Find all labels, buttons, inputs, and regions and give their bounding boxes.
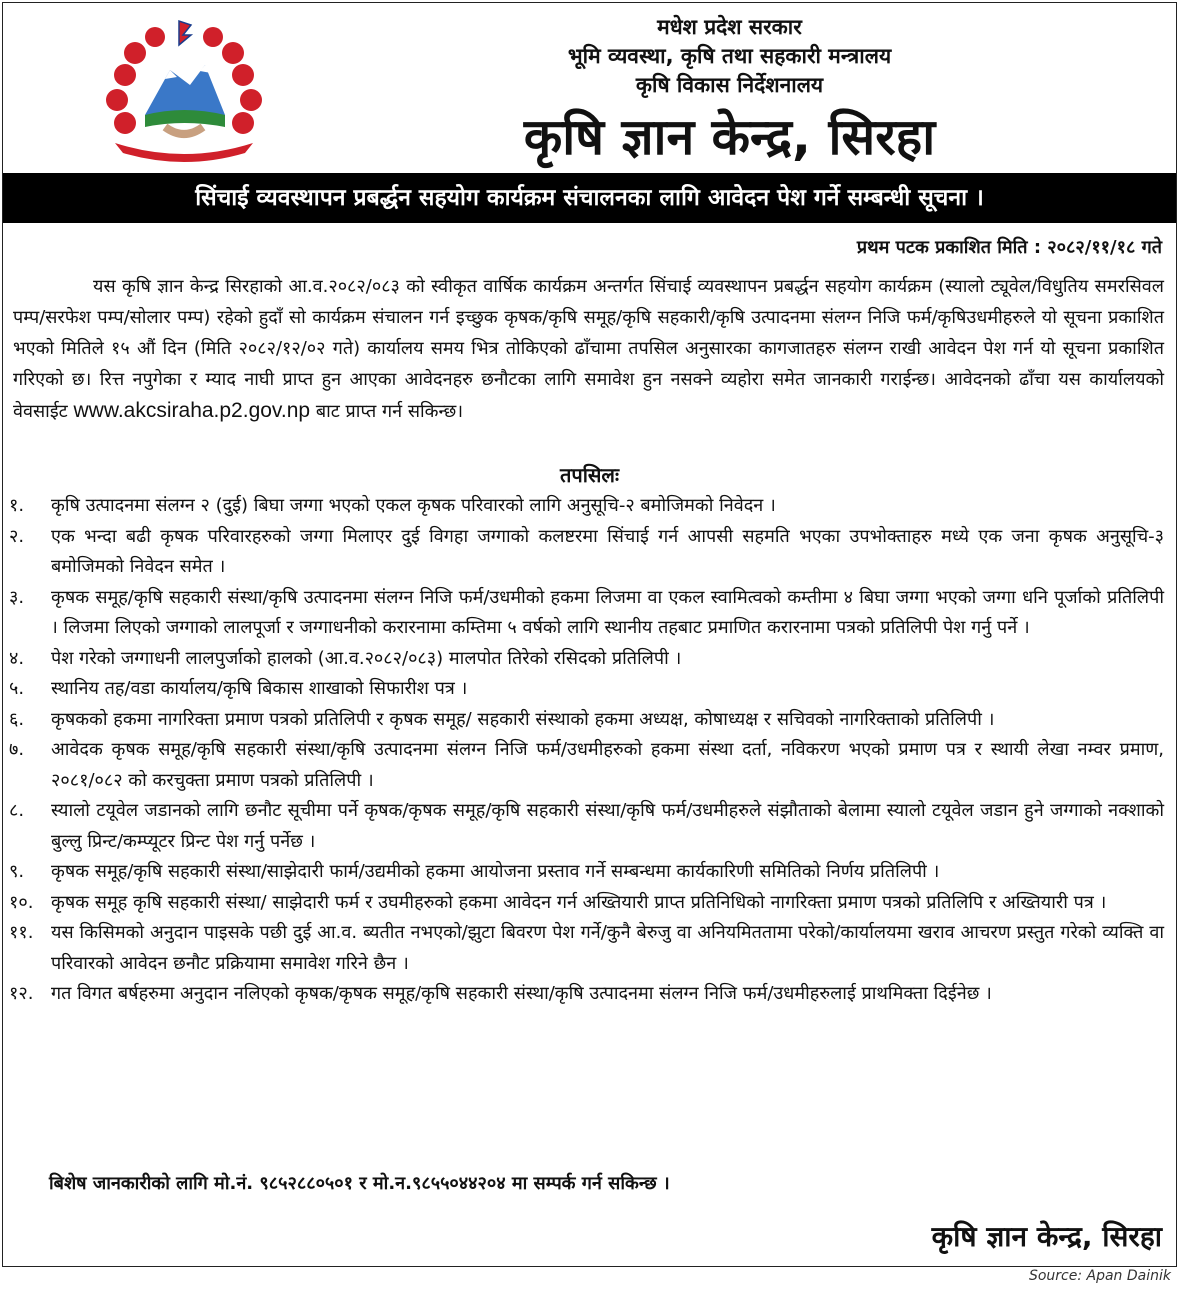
item-text: कृषि उत्पादनमा संलग्न २ (दुई) बिघा जग्गा भएको एकल कृषक परिवारको लागि अनुसूचि-२ बमोजिमको निवेदन । bbox=[51, 495, 776, 516]
notice-title-banner: सिंचाई व्यवस्थापन प्रबर्द्धन सहयोग कार्यक्रम संचालनका लागि आवेदन पेश गर्ने सम्बन्धी सूचना । bbox=[3, 173, 1176, 223]
list-item bbox=[9, 979, 1164, 1010]
requirements-list bbox=[9, 491, 1164, 1010]
item-text: यस किसिमको अनुदान पाइसके पछी दुई आ.व. ब्यतीत नभएको/झुटा बिवरण पेश गर्ने/कुनै बेरुजु वा अनियमिततामा परेको/कार्यालयमा खराव आचरण प्रस्तुत गरेको व्यक्ति वा परिवारको आवेदन छनौट प्रक्रियामा समावेश गरिने छैन । bbox=[51, 922, 1164, 974]
list-item bbox=[9, 857, 1164, 888]
item-text: एक भन्दा बढी कृषक परिवारहरुको जग्गा मिलाएर दुई विगहा जग्गाको कलष्टरमा सिंचाई गर्न आपसी सहमति भएका उपभोक्ताहरु मध्ये एक जना कृषक अनुसूचि-३ बमोजिमको निवेदन समेत । bbox=[51, 525, 1164, 577]
item-text: आवेदक कृषक समूह/कृषि सहकारी संस्था/कृषि उत्पादनमा संलग्न निजि फर्म/उधमीहरुको हकमा संस्था दर्ता, नविकरण भएको प्रमाण पत्र र स्थायी लेखा नम्वर प्रमाण, २०८१/०८२ को करचुक्ता प्रमाण पत्रको प्रतिलिपी । bbox=[51, 739, 1164, 791]
item-number: ५. bbox=[9, 678, 25, 699]
list-item bbox=[9, 674, 1164, 705]
intro-text: यस कृषि ज्ञान केन्द्र सिरहाको आ.व.२०८२/०८३ को स्वीकृत वार्षिक कार्यक्रम अन्तर्गत सिंचाई व्यवस्थापन प्रबर्द्धन सहयोग कार्यक्रम (स्यालो ट्यूवेल/विधुतिय समरसिवल पम्प/सरफेश पम्प/सोलार पम्प) रहेको हुदाँ सो कार्यक्रम संचालन गर्न इच्छुक कृषक/कृषि समूह/कृषि सहकारी/कृषि उत्पादनमा संलग्न निजि फर्म/कृषिउधमीहरुले यो सूचना प्रकाशित भएको मितिले १५ औं दिन (मिति २०८२/१२/०२ गते) कार्यालय समय भित्र तोकिएको ढाँचामा तपसिल अनुसारका कागजातहरु संलग्न राखी आवेदन पेश गर्न यो सूचना प्रकाशित गरिएको छ। रित्त नपुगेका र म्याद नाघी प्राप्त हुन आएका आवेदनहरु छनौटका लागि समावेश हुन नसक्ने व्यहोरा समेत जानकारी गराईन्छ। आवेदनको ढाँचा यस कार्यालयको वेवसाईट bbox=[13, 276, 1164, 422]
item-number: ४. bbox=[9, 647, 25, 669]
item-number: ९. bbox=[9, 861, 25, 882]
nepal-emblem-icon bbox=[95, 15, 273, 165]
contact-info: बिशेष जानकारीको लागि मो.नं. ९८५२८८०५०१ र मो.न.९८५५०४४२०४ मा सम्पर्क गर्न सकिन्छ । bbox=[49, 1173, 670, 1194]
item-number: १. bbox=[9, 495, 25, 516]
intro-paragraph bbox=[13, 271, 1164, 427]
item-text: स्थानिय तह/वडा कार्यालय/कृषि बिकास शाखाको सिफारीश पत्र । bbox=[51, 678, 468, 699]
item-text: कृषक समूह/कृषि सहकारी संस्था/साझेदारी फार्म/उद्यमीको हकमा आयोजना प्रस्ताव गर्ने सम्बन्धमा कार्यकारिणी समितिको निर्णय प्रतिलिपी । bbox=[51, 861, 940, 882]
item-text: स्यालो टयूवेल जडानको लागि छनौट सूचीमा पर्ने कृषक/कृषक समूह/कृषि सहकारी संस्था/कृषि फर्म/उधमीहरुले संझौताको बेलामा स्यालो टयूवेल जडान हुने जग्गाको नक्शाको बुल्लु प्रिन्ट/कम्प्यूटर प्रिन्ट पेश गर्नु पर्नेछ । bbox=[51, 800, 1164, 852]
item-text: गत विगत बर्षहरुमा अनुदान नलिएको कृषक/कृषक समूह/कृषि सहकारी संस्था/कृषि उत्पादनमा संलग्न निजि फर्म/उधमीहरुलाई प्राथमिक्ता दिईनेछ । bbox=[51, 983, 992, 1004]
item-number: ८. bbox=[9, 800, 25, 821]
notice-document bbox=[2, 2, 1177, 1267]
office-name: कृषि ज्ञान केन्द्र, सिरहा bbox=[523, 108, 936, 166]
list-item bbox=[9, 918, 1164, 979]
list-item bbox=[9, 522, 1164, 583]
item-text: कृषकको हकमा नागरिक्ता प्रमाण पत्रको प्रतिलिपी र कृषक समूह/ सहकारी संस्थाको हकमा अध्यक्ष, कोषाध्यक्ष र सचिवको नागरिक्ताको प्रतिलिपी । bbox=[51, 708, 995, 730]
list-item bbox=[9, 735, 1164, 796]
item-number: २. bbox=[9, 525, 25, 547]
list-item bbox=[9, 888, 1164, 919]
item-number: ६. bbox=[9, 708, 25, 730]
list-item bbox=[9, 491, 1164, 522]
details-heading: तपसिलः bbox=[559, 463, 620, 487]
item-number: ३. bbox=[9, 586, 25, 608]
item-number: १०. bbox=[9, 891, 34, 913]
item-number: १२. bbox=[9, 983, 34, 1004]
item-text: कृषक समूह/कृषि सहकारी संस्था/कृषि उत्पादनमा संलग्न निजि फर्म/उधमीको हकमा लिजमा वा एकल स्वामित्वको कम्तीमा ४ बिघा जग्गा भएको जग्गा धनि पूर्जाको प्रतिलिपी । लिजमा लिएको जग्गाको लालपूर्जा र जग्गाधनीको करारनामा कम्तिमा ५ वर्षको लागि स्थानीय तहबाट प्रमाणित करारनामा पत्रको प्रतिलिपी पेश गर्नु पर्ने । bbox=[51, 586, 1164, 638]
source-credit: Source: Apan Dainik bbox=[1028, 1268, 1171, 1284]
ministry-name: भूमि व्यवस्था, कृषि तथा सहकारी मन्त्रालय bbox=[567, 44, 892, 68]
publish-date: प्रथम पटक प्रकाशित मिति : २०८२/११/१८ गते bbox=[856, 237, 1162, 258]
list-item bbox=[9, 705, 1164, 736]
item-text: कृषक समूह कृषि सहकारी संस्था/ साझेदारी फर्म र उघमीहरुको हकमा आवेदन गर्न अख्तियारी प्राप्त प्रतिनिधिको नागरिक्ता प्रमाण पत्रको प्रतिलिपि र अख्तियारी पत्र । bbox=[51, 891, 1107, 913]
item-number: ७. bbox=[9, 739, 25, 760]
directorate-name: कृषि विकास निर्देशनालय bbox=[635, 73, 824, 97]
list-item bbox=[9, 796, 1164, 857]
header bbox=[303, 13, 1156, 172]
website-link[interactable]: www.akcsiraha.p2.gov.np bbox=[73, 399, 311, 422]
item-text: पेश गरेको जग्गाधनी लालपुर्जाको हालको (आ.व.२०८२/०८३) मालपोत तिरेको रसिदको प्रतिलिपी । bbox=[51, 647, 682, 669]
item-number: ११. bbox=[9, 922, 34, 943]
intro-end-text: बाट प्राप्त गर्न सकिन्छ। bbox=[315, 401, 464, 422]
list-item bbox=[9, 644, 1164, 675]
list-item bbox=[9, 583, 1164, 644]
government-name: मधेश प्रदेश सरकार bbox=[657, 15, 802, 39]
signature-office: कृषि ज्ञान केन्द्र, सिरहा bbox=[931, 1220, 1162, 1253]
